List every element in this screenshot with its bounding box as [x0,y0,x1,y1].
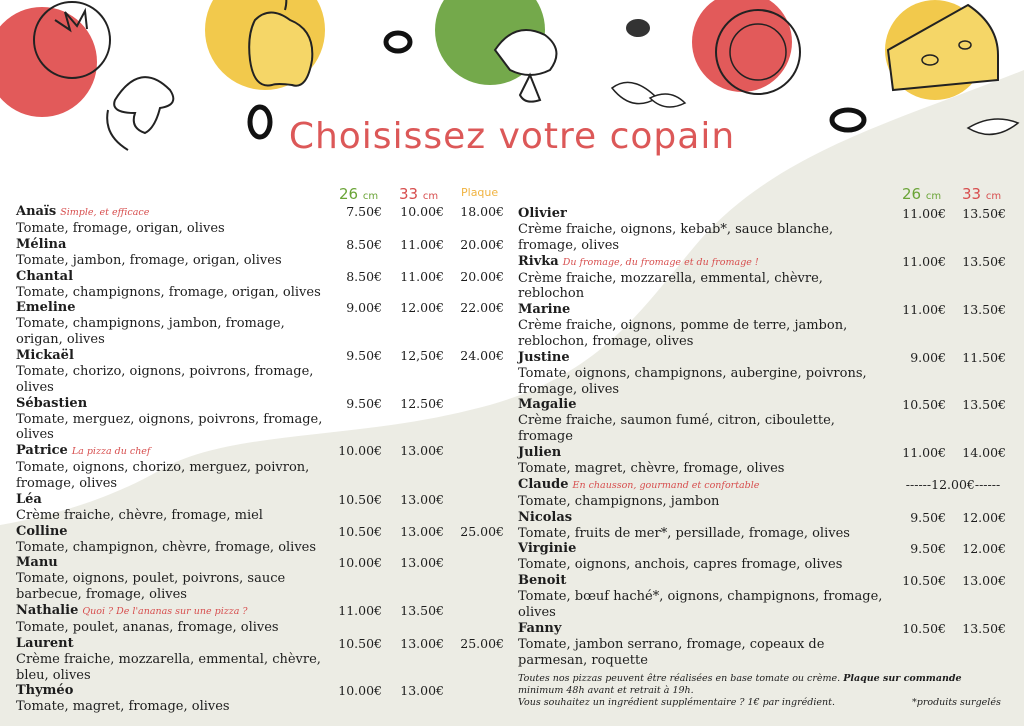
pizza-name: Marine [518,302,571,318]
footer-line-2: minimum 48h avant et retrait à 19h. [518,685,694,696]
price-26: 7.50€ [346,204,382,219]
pizza-item [16,635,504,684]
price-33: 13.00€ [400,683,444,699]
price-33: 12,50€ [400,347,444,363]
pizza-ingredients: Tomate, champignons, jambon [518,493,720,509]
pizza-name: Nathalie Quoi ? De l'ananas sur une pizza ? [16,602,248,618]
price-26: 8.50€ [346,268,382,284]
pizza-name: Anaïs Simple, et efficace [16,204,150,219]
pizza-ingredients: Tomate, champignons, jambon, fromage, origan, olives [16,316,285,348]
pizza-item [518,573,1006,621]
pizza-tagline: Quoi ? De l'ananas sur une pizza ? [82,605,248,617]
pizza-ingredients: Crème fraiche, oignons, kebab*, sauce blanche, fromage, olives [518,222,834,253]
price-single: ------12.00€------ [905,476,1001,492]
price-26: 10.50€ [902,397,946,413]
pizza-ingredients: Tomate, magret, chèvre, fromage, olives [518,460,785,476]
price-33: 12.00€ [962,541,1006,557]
price-33: 13.00€ [400,635,444,651]
header-26cm-right: 26 cm [902,185,942,203]
pizza-item [16,300,504,348]
pizza-name: Rivka Du fromage, du fromage et du fromage ! [518,253,759,269]
tomato-icon [0,2,110,117]
pizza-item [518,206,1006,254]
price-26: 9.00€ [346,300,382,316]
footer-line-1: Toutes nos pizzas peuvent être réalisées en base tomate ou crème. [518,673,841,684]
price-26: 11.00€ [902,444,946,460]
header-plaque: Plaque [461,186,499,199]
cheese-icon [885,0,998,100]
pizza-name: Virginie [518,541,577,557]
price-33: 13.00€ [400,523,444,539]
price-33: 13.50€ [962,620,1006,636]
pizza-ingredients: Tomate, jambon, fromage, origan, olives [16,252,282,268]
pizza-ingredients: Tomate, fromage, origan, olives [16,221,225,236]
price-26: 10.00€ [338,443,382,459]
pizza-ingredients: Tomate, jambon serrano, fromage, copeaux de parmesan, roquette [518,636,825,668]
pizza-tagline: Simple, et efficace [60,207,150,218]
pizza-ingredients: Tomate, champignons, fromage, origan, olives [16,284,321,300]
price-26: 10.50€ [338,523,382,539]
pizza-name: Patrice La pizza du chef [16,443,151,459]
pizza-ingredients: Tomate, poulet, ananas, fromage, olives [16,619,279,635]
price-26: 10.50€ [338,635,382,651]
price-26: 10.00€ [338,555,382,571]
pizza-ingredients: Tomate, magret, fromage, olives [16,699,230,715]
price-26: 11.00€ [338,602,382,618]
price-33: 13.00€ [400,443,444,459]
price-plaque: 22.00€ [460,300,504,316]
pizza-list-right [518,206,1008,668]
header-33cm-right: 33 cm [962,185,1002,203]
price-33: 12.00€ [400,300,444,316]
pizza-ingredients: Tomate, champignon, chèvre, fromage, olives [16,539,317,555]
price-26: 9.00€ [910,349,946,365]
pizza-ingredients: Tomate, oignons, poulet, poivrons, sauce barbecue, fromage, olives [16,571,286,603]
pizza-name: Mélina [16,236,67,252]
price-33: 13.50€ [962,206,1006,221]
pizza-item [16,602,444,636]
pizza-item [16,683,444,715]
pizza-ingredients: Tomate, fruits de mer*, persillade, fromage, olives [518,525,850,541]
header-33cm-left: 33 cm [399,185,439,203]
price-33: 11.00€ [400,268,444,284]
pizza-item [16,236,504,269]
pizza-name: Nicolas [518,509,573,525]
price-26: 9.50€ [346,395,382,411]
pizza-name: Mickaël [16,347,74,363]
price-26: 9.50€ [346,347,382,363]
pizza-ingredients: Crème fraiche, oignons, pomme de terre, jambon, reblochon, fromage, olives [518,318,848,349]
footer-plaque-note: Plaque sur commande [843,673,962,684]
pizza-item [518,253,1006,303]
price-plaque: 20.00€ [460,268,504,284]
pizza-tagline: En chausson, gourmand et confortable [572,479,760,491]
pizza-item [16,268,504,301]
pizza-tagline: La pizza du chef [71,446,151,458]
header-26cm-left: 26 cm [339,185,379,203]
pizza-item [16,204,504,237]
price-26: 9.50€ [910,541,946,557]
pizza-ingredients: Tomate, bœuf haché*, oignons, champignons, fromage, olives [518,589,883,620]
pizza-ingredients: Tomate, oignons, anchois, capres fromage, olives [518,557,843,573]
pizza-item [16,347,504,396]
pizza-item [16,555,444,603]
price-33: 14.00€ [962,444,1006,460]
pizza-name: Thyméo [16,683,74,699]
price-plaque: 24.00€ [460,347,504,363]
price-26: 10.00€ [338,683,382,699]
pizza-name: Colline [16,523,68,539]
page-title: Choisissez votre copain [288,116,736,157]
price-33: 10.00€ [400,204,444,219]
pizza-item [518,397,1006,445]
pizza-name: Benoit [518,573,567,589]
price-33: 13.50€ [400,602,444,618]
pizza-ingredients: Crème fraiche, mozzarella, emmental, chèvre, reblochon [518,270,823,302]
pizza-name: Emeline [16,300,76,316]
price-plaque: 25.00€ [460,523,504,539]
footer-line-3: Vous souhaitez un ingrédient supplémentaire ? 1€ par ingrédient. [518,697,835,708]
frozen-products-note: *produits surgelés [912,697,1001,708]
pizza-name: Fanny [518,620,562,636]
pizza-item [518,444,1006,477]
price-26: 10.50€ [338,491,382,507]
pizza-item [518,541,1006,573]
pizza-ingredients: Crème fraiche, saumon fumé, citron, ciboulette, fromage [518,413,835,445]
pizza-item [16,523,504,556]
pizza-item [16,395,444,444]
pizza-name: Julien [518,444,562,460]
pizza-list-left [16,204,506,715]
pizza-item [518,302,1006,350]
pizza-name: Magalie [518,397,577,413]
pizza-item [16,443,444,492]
price-26: 11.00€ [902,302,946,318]
pizza-ingredients: Crème fraiche, mozzarella, emmental, chèvre, bleu, olives [16,651,321,683]
pizza-ingredients: Crème fraiche, chèvre, fromage, miel [16,507,263,523]
price-33: 13.00€ [400,491,444,507]
pizza-item [518,476,1001,510]
price-plaque: 25.00€ [460,635,504,651]
price-33: 11.00€ [400,236,444,252]
price-33: 13.50€ [962,302,1006,318]
pizza-ingredients: Tomate, merguez, oignons, poivrons, fromage, olives [16,411,323,443]
pizza-name: Claude En chausson, gourmand et confortable [518,476,760,492]
pizza-item [518,349,1006,398]
pizza-item [16,491,444,524]
pizza-name: Olivier [518,206,567,221]
price-33: 11.50€ [962,349,1006,365]
price-33: 13.50€ [962,253,1006,269]
price-26: 11.00€ [902,206,946,221]
price-33: 13.00€ [400,555,444,571]
price-33: 12.00€ [962,509,1006,525]
pizza-name: Léa [16,491,42,507]
price-26: 10.50€ [902,620,946,636]
price-26: 8.50€ [346,236,382,252]
pizza-name: Manu [16,555,58,571]
price-plaque: 20.00€ [460,236,504,252]
pizza-name: Chantal [16,268,74,284]
price-26: 9.50€ [910,509,946,525]
pizza-item [518,509,1006,542]
tomato-slice-icon [692,0,800,94]
pizza-name: Sébastien [16,395,88,411]
mushroom-icon-2 [435,0,556,102]
pizza-ingredients: Tomate, oignons, champignons, aubergine, poivrons, fromage, olives [518,365,867,397]
bell-pepper-icon [205,0,325,90]
pizza-ingredients: Tomate, chorizo, oignons, poivrons, fromage, olives [16,363,314,395]
pizza-ingredients: Tomate, oignons, chorizo, merguez, poivron, fromage, olives [16,460,310,491]
price-33: 12.50€ [400,395,444,411]
pizza-name: Laurent [16,635,74,651]
price-33: 13.00€ [962,573,1006,589]
price-26: 10.50€ [902,573,946,589]
price-plaque: 18.00€ [460,204,504,219]
pizza-name: Justine [518,349,570,365]
pizza-item [518,620,1006,669]
price-26: 11.00€ [902,253,946,269]
pizza-tagline: Du fromage, du fromage et du fromage ! [562,256,759,268]
price-33: 13.50€ [962,397,1006,413]
